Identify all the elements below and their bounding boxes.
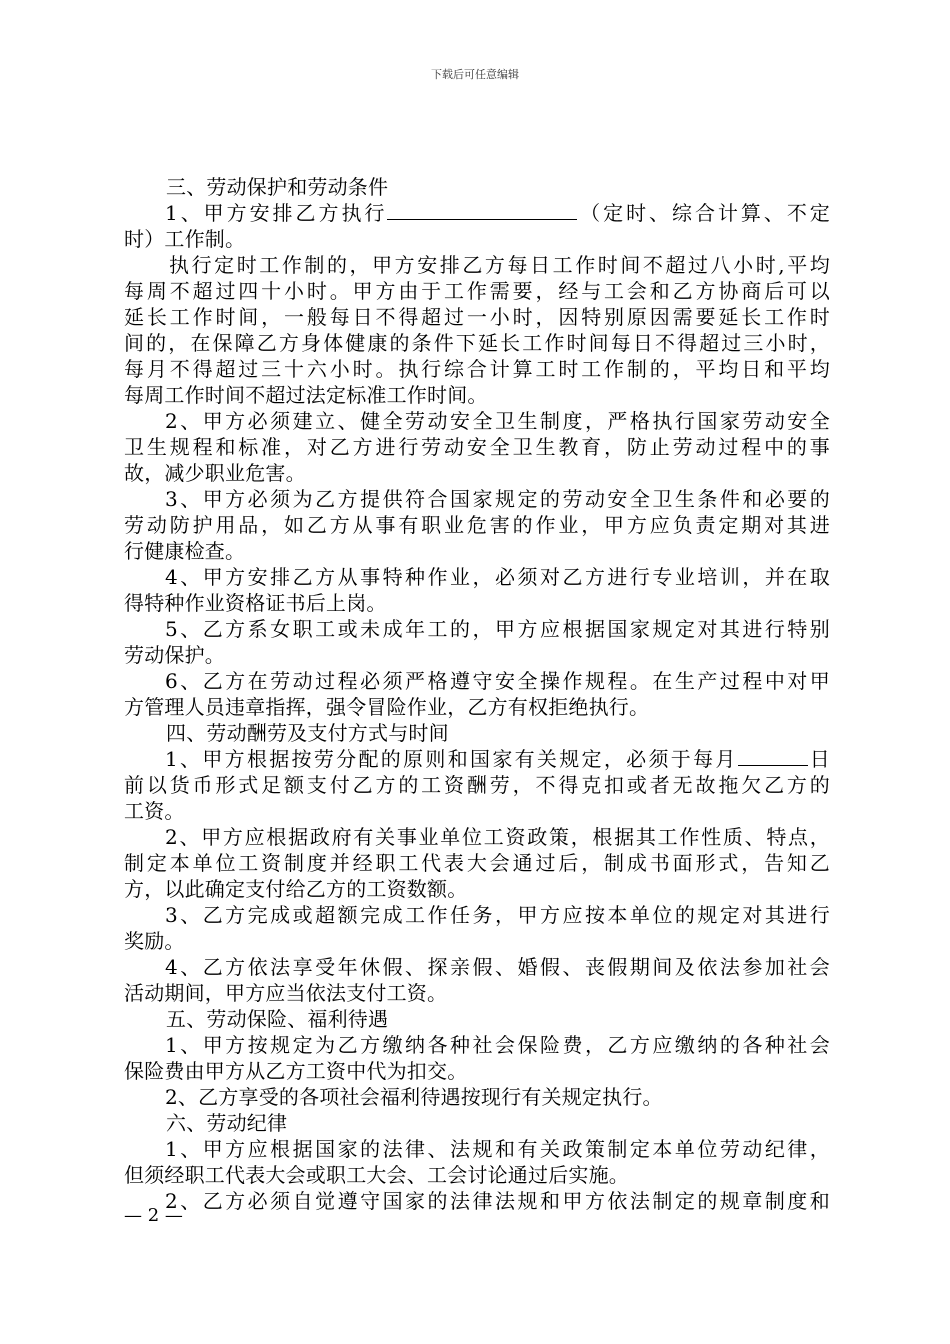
paragraph-line <box>124 382 830 408</box>
line-text: 劳动保护。 <box>124 643 225 667</box>
line-text: 保险费由甲方从乙方工资中代为扣交。 <box>124 1059 468 1083</box>
paragraph-line <box>124 200 830 226</box>
line-text: 制定本单位工资制度并经职工代表大会通过后，制成书面形式，告知乙 <box>124 851 830 875</box>
fill-in-blank[interactable] <box>738 747 808 766</box>
fill-in-blank[interactable] <box>387 201 577 220</box>
line-text: 2、乙方享受的各项社会福利待遇按现行有关规定执行。 <box>165 1085 663 1109</box>
line-text: 5、乙方系女职工或未成年工的，甲方应根据国家规定对其进行特别 <box>165 617 830 641</box>
line-text: 间的，在保障乙方身体健康的条件下延长工作时间每日不得超过三小时， <box>124 331 830 355</box>
paragraph-line <box>124 434 830 460</box>
paragraph-line <box>124 1162 830 1188</box>
line-text: 五、劳动保险、福利待遇 <box>166 1007 389 1031</box>
line-text: 1、甲方安排乙方执行 <box>165 201 388 225</box>
paragraph-line <box>124 824 830 850</box>
line-text: 每周不超过四十小时。甲方由于工作需要，经与工会和乙方协商后可以 <box>124 279 830 303</box>
line-text: 2、甲方应根据政府有关事业单位工资政策，根据其工作性质、特点， <box>165 825 830 849</box>
paragraph-line <box>124 772 830 798</box>
paragraph-line <box>124 330 830 356</box>
section-heading <box>124 1006 830 1032</box>
line-text: 行健康检查。 <box>124 539 246 563</box>
line-text: 卫生规程和标准，对乙方进行劳动安全卫生教育，防止劳动过程中的事 <box>124 435 830 459</box>
paragraph-line <box>124 694 830 720</box>
line-text: 3、甲方必须为乙方提供符合国家规定的劳动安全卫生条件和必要的 <box>165 487 830 511</box>
paragraph-line <box>124 278 830 304</box>
section-heading <box>124 1110 830 1136</box>
paragraph-line <box>124 1136 830 1162</box>
paragraph-line <box>124 1084 830 1110</box>
line-text: 4、甲方安排乙方从事特种作业，必须对乙方进行专业培训，并在取 <box>165 565 830 589</box>
line-text: 每月不得超过三十六小时。执行综合计算工时工作制的，平均日和平均 <box>124 357 830 381</box>
line-text: 2、乙方必须自觉遵守国家的法律法规和甲方依法制定的规章制度和 <box>165 1189 830 1213</box>
paragraph-line <box>124 616 830 642</box>
paragraph-line <box>124 642 830 668</box>
line-text: 6、乙方在劳动过程必须严格遵守安全操作规程。在生产过程中对甲 <box>165 669 830 693</box>
paragraph-line <box>124 668 830 694</box>
line-text: 活动期间，甲方应当依法支付工资。 <box>124 981 448 1005</box>
section-heading <box>124 720 830 746</box>
paragraph-line <box>124 902 830 928</box>
paragraph-line <box>124 746 830 772</box>
paragraph-line <box>124 408 830 434</box>
line-text: 工资。 <box>124 799 185 823</box>
line-text: 1、甲方应根据国家的法律、法规和有关政策制定本单位劳动纪律， <box>165 1137 830 1161</box>
paragraph-line <box>124 954 830 980</box>
line-text: 时）工作制。 <box>124 227 246 251</box>
paragraph-line <box>124 512 830 538</box>
paragraph-line <box>124 1032 830 1058</box>
paragraph-line <box>124 798 830 824</box>
paragraph-line <box>124 1188 830 1214</box>
line-text: 但须经职工代表大会或职工大会、工会讨论通过后实施。 <box>124 1163 629 1187</box>
line-text: 1、甲方根据按劳分配的原则和国家有关规定，必须于每月 <box>165 747 738 771</box>
line-text: 得特种作业资格证书后上岗。 <box>124 591 387 615</box>
line-text: 劳动防护用品，如乙方从事有职业危害的作业，甲方应负责定期对其进 <box>124 513 830 537</box>
paragraph-line <box>124 460 830 486</box>
section-heading <box>124 174 830 200</box>
line-text: 延长工作时间，一般每日不得超过一小时，因特别原因需要延长工作时 <box>124 305 830 329</box>
paragraph-line <box>124 486 830 512</box>
paragraph-line <box>124 876 830 902</box>
line-text: 方管理人员违章指挥，强令冒险作业，乙方有权拒绝执行。 <box>124 695 650 719</box>
line-text: 三、劳动保护和劳动条件 <box>166 175 389 199</box>
line-text: 六、劳动纪律 <box>166 1111 288 1135</box>
paragraph-line <box>124 226 830 252</box>
document-body <box>124 174 830 1214</box>
line-text: 执行定时工作制的，甲方安排乙方每日工作时间不超过八小时,平均 <box>169 253 830 277</box>
line-text: 3、乙方完成或超额完成工作任务，甲方应按本单位的规定对其进行 <box>165 903 830 927</box>
paragraph-line <box>124 252 830 278</box>
line-text: 奖励。 <box>124 929 185 953</box>
line-text: 每周工作时间不超过法定标准工作时间。 <box>124 383 488 407</box>
paragraph-line <box>124 564 830 590</box>
paragraph-line <box>124 850 830 876</box>
line-text: 方，以此确定支付给乙方的工资数额。 <box>124 877 468 901</box>
line-text: 故，减少职业危害。 <box>124 461 306 485</box>
paragraph-line <box>124 538 830 564</box>
line-text-after-blank: （定时、综合计算、不定 <box>577 201 830 225</box>
line-text: 4、乙方依法享受年休假、探亲假、婚假、丧假期间及依法参加社会 <box>165 955 830 979</box>
line-text: 1、甲方按规定为乙方缴纳各种社会保险费，乙方应缴纳的各种社会 <box>165 1033 830 1057</box>
paragraph-line <box>124 304 830 330</box>
line-text: 2、甲方必须建立、健全劳动安全卫生制度，严格执行国家劳动安全 <box>165 409 830 433</box>
paragraph-line <box>124 590 830 616</box>
header-note: 下载后可任意编辑 <box>431 68 519 81</box>
paragraph-line <box>124 356 830 382</box>
paragraph-line <box>124 980 830 1006</box>
page-number: — 2 — <box>124 1205 183 1226</box>
paragraph-line <box>124 928 830 954</box>
line-text-after-blank: 日 <box>807 747 830 771</box>
line-text: 四、劳动酬劳及支付方式与时间 <box>166 721 449 745</box>
paragraph-line <box>124 1058 830 1084</box>
line-text: 前以货币形式足额支付乙方的工资酬劳，不得克扣或者无故拖欠乙方的 <box>124 773 830 797</box>
